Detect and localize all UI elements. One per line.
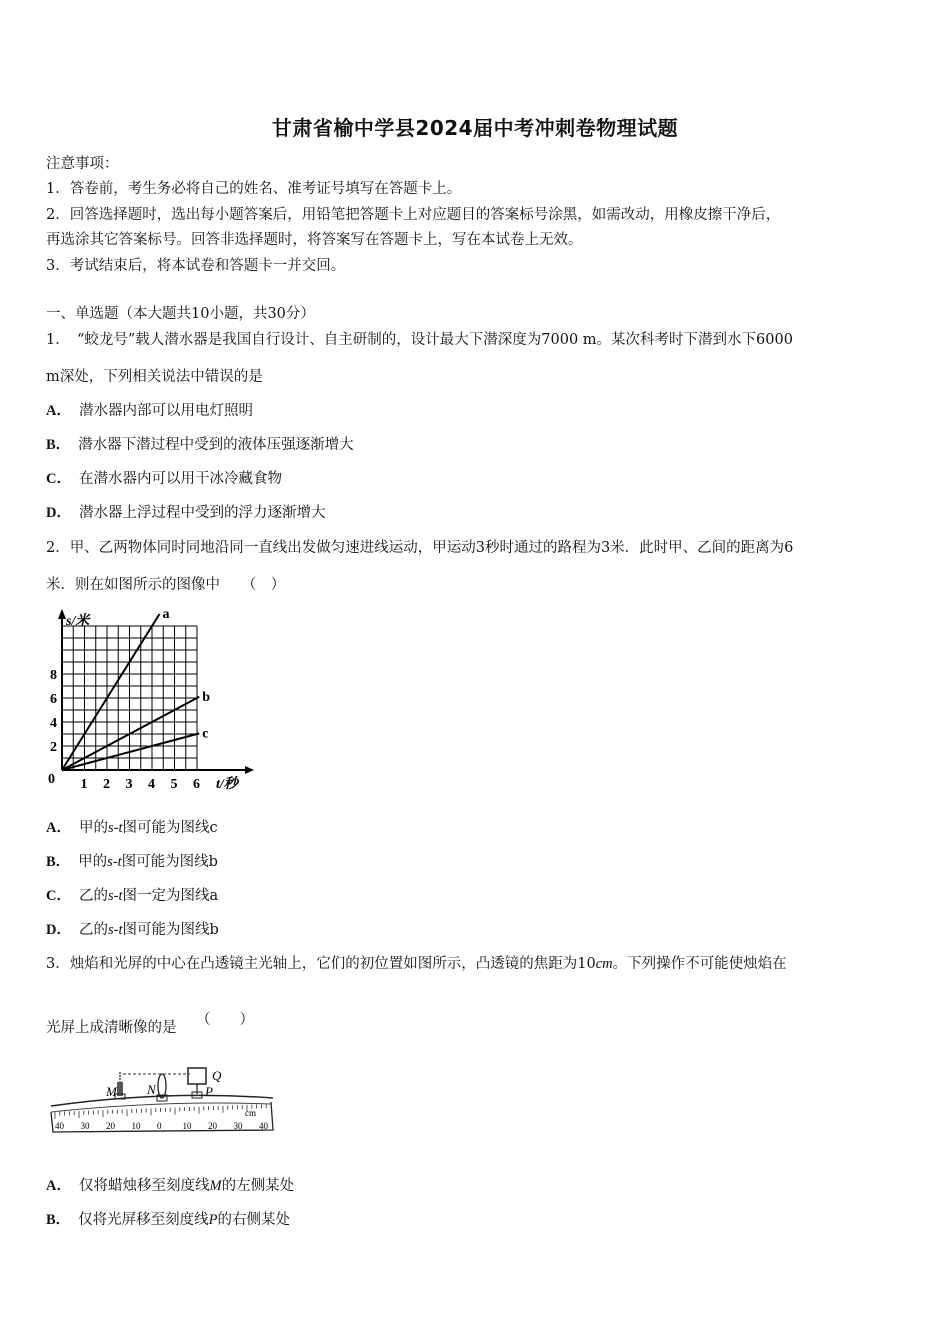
origin-label: 0 (48, 772, 55, 787)
graph-grid (62, 626, 197, 770)
y-tick-label: 2 (50, 740, 57, 755)
y-axis-arrow (58, 609, 66, 619)
section-heading: 一、单选题（本大题共10小题，共30分） (46, 306, 315, 322)
series-label-b: b (202, 689, 211, 705)
bench-scale-number: 0 (157, 1121, 162, 1131)
page-title: 甘肃省榆中学县2024届中考冲刺卷物理试题 (271, 116, 679, 140)
y-axis-label: s/米 (66, 614, 90, 629)
x-tick-label: 5 (170, 777, 178, 792)
series-line-a (62, 614, 160, 770)
q2-option-a: A． 甲的s-t图可能为图线c (46, 820, 218, 836)
x-tick-label: 1 (80, 777, 88, 792)
y-tick-label: 8 (50, 668, 57, 683)
notice-item-1: 1．答卷前，考生务必将自己的姓名、准考证号填写在答题卡上。 (46, 181, 462, 197)
bench-scale-number: 10 (182, 1121, 192, 1131)
bench-scale-number: 10 (131, 1121, 141, 1131)
q2-stem-line2: 米．则在如图所示的图像中 （ ） (46, 577, 286, 593)
screen-p (188, 1068, 206, 1098)
q1-stem-line1: 1． “蛟龙号”载人潜水器是我国自行设计、自主研制的，设计最大下潜深度为7000 m。某次科考时下潜到水下6000 (46, 332, 793, 348)
label-n: N (147, 1082, 156, 1097)
q2-option-b: B． 甲的s-t图可能为图线b (46, 854, 218, 870)
x-tick-label: 3 (125, 777, 133, 792)
q3-option-a: A． 仅将蜡烛移至刻度线M的左侧某处 (46, 1178, 295, 1194)
q1-option-d: D． 潜水器上浮过程中受到的浮力逐渐增大 (46, 505, 326, 521)
q3-stem-line2: 光屏上成清晰像的是 (46, 1020, 177, 1036)
x-tick-label: 4 (148, 777, 155, 792)
series-line-b (62, 697, 199, 770)
q3-optical-bench (45, 1060, 280, 1140)
bench-scale-number: 40 (259, 1121, 268, 1131)
q3-option-b: B． 仅将光屏移至刻度线P的右侧某处 (46, 1212, 291, 1228)
series-label-c: c (202, 726, 209, 742)
bench-scale-numbers (55, 1121, 269, 1131)
q3-answer-bracket: （ ） (196, 1012, 254, 1028)
y-tick-label: 4 (50, 716, 57, 731)
series-label-a: a (162, 607, 170, 622)
notice-item-3: 3．考试结束后，将本试卷和答题卡一并交回。 (46, 258, 346, 274)
q3-stem-line1: 3．烛焰和光屏的中心在凸透镜主光轴上，它们的初位置如图所示，凸透镜的焦距为10cm。下列操作不可能使烛焰在 (46, 956, 787, 972)
lens-n (157, 1074, 167, 1101)
bench-scale-number: 40 (55, 1121, 64, 1131)
bench-scale-number: 30 (233, 1121, 243, 1131)
bench-scale-number: 30 (80, 1121, 90, 1131)
notice-item-2-cont: 再选涂其它答案标号。回答非选择题时，将答案写在答题卡上，写在本试卷上无效。 (46, 232, 583, 248)
bench-scale-number: 20 (106, 1121, 115, 1131)
label-q: Q (212, 1068, 222, 1083)
q1-option-b: B． 潜水器下潜过程中受到的液体压强逐渐增大 (46, 437, 354, 453)
q1-stem-line2: m深处，下列相关说法中错误的是 (46, 369, 263, 385)
label-cm: cm (245, 1108, 256, 1118)
x-axis-arrow (245, 766, 254, 774)
notice-heading: 注意事项： (46, 156, 119, 172)
notice-item-2: 2．回答选择题时，选出每小题答案后，用铅笔把答题卡上对应题目的答案标号涂黑，如需改动，用橡皮擦干净后， (46, 207, 781, 223)
q2-stem-line1: 2．甲、乙两物体同时同地沿同一直线出发做匀速进线运动，甲运动3秒时通过的路程为3米．此时甲、乙间的距离为6 (46, 540, 794, 556)
x-axis-label: t/秒 (216, 777, 238, 792)
bench-ticks (55, 1104, 266, 1119)
x-tick-label: 2 (103, 777, 110, 792)
q1-option-c: C． 在潜水器内可以用干冰冷藏食物 (46, 471, 282, 487)
q2-option-d: D． 乙的s-t图可能为图线b (46, 922, 219, 938)
y-tick-label: 6 (50, 692, 57, 707)
q1-option-a: A． 潜水器内部可以用电灯照明 (46, 403, 253, 419)
q2-option-c: C． 乙的s-t图一定为图线a (46, 888, 219, 904)
label-m: M (106, 1084, 117, 1099)
label-p: P (205, 1084, 213, 1099)
x-tick-label: 6 (193, 777, 200, 792)
bench-scale-number: 20 (208, 1121, 217, 1131)
q2-st-graph (40, 605, 260, 800)
